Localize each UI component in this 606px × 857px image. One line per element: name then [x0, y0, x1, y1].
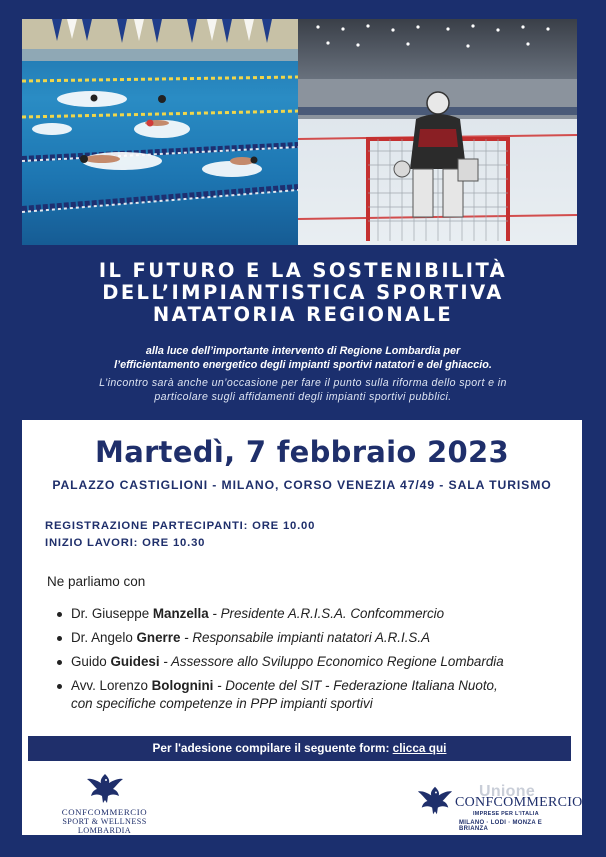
speaker-surname: Bolognini: [151, 678, 214, 693]
unione-confcommercio-logo: [417, 780, 583, 832]
speaker-role: - Responsabile impianti natatori A.R.I.S.A: [180, 630, 431, 645]
registration-text: Per l'adesione compilare il seguente form:: [152, 741, 393, 755]
event-date: Martedì, 7 febbraio 2023: [95, 435, 509, 469]
speaker-prefix: Guido: [71, 654, 111, 669]
registration-link[interactable]: clicca qui: [392, 741, 447, 755]
speaker-prefix: Dr. Giuseppe: [71, 606, 153, 621]
rink-photo: [298, 19, 577, 245]
title-line-2: DELL’IMPIANTISTICA SPORTIVA: [102, 281, 504, 304]
speaker-surname: Guidesi: [110, 654, 160, 669]
right-logo-tagline: IMPRESE PER L'ITALIA: [473, 811, 539, 817]
eagle-icon: [86, 772, 124, 806]
title-line-3: NATATORIA REGIONALE: [152, 303, 454, 326]
event-note: [0, 376, 606, 404]
speaker-surname: Manzella: [152, 606, 209, 621]
note-line-1: L’incontro sarà anche un’occasione per fare il punto sulla riforma dello sport e in: [99, 377, 507, 389]
speaker-item: [54, 605, 564, 623]
right-logo-place: MILANO · LODI · MONZA E BRIANZA: [459, 820, 543, 832]
left-logo-line-2: SPORT & WELLNESS LOMBARDIA: [62, 817, 147, 835]
info-panel: [22, 420, 582, 772]
subtitle-line-1: alla luce dell’importante intervento di Regione Lombardia per: [145, 345, 461, 357]
speaker-item: [54, 629, 564, 647]
event-title: [0, 260, 606, 326]
title-line-1: IL FUTURO E LA SOSTENIBILITÀ: [98, 259, 508, 282]
right-logo-watermark: Unione: [479, 783, 536, 800]
speaker-prefix: Dr. Angelo: [71, 630, 137, 645]
pool-illustration: [22, 19, 298, 245]
subtitle-line-2: l’efficientamento energetico degli impianti sportivi natatori e del ghiaccio.: [114, 359, 492, 371]
speaker-list: [54, 605, 564, 719]
speaker-role: - Assessore allo Sviluppo Economico Regione Lombardia: [159, 654, 504, 669]
speaker-role-continued: con specifiche competenze in PPP impianti sportivi: [71, 696, 373, 711]
speaker-item: [54, 677, 564, 713]
speaker-prefix: Avv. Lorenzo: [71, 678, 152, 693]
event-subtitle: [0, 344, 606, 372]
speaker-item: [54, 653, 564, 671]
right-logo-brand: CONFCOMMERCIO: [455, 795, 583, 810]
rink-illustration: [298, 19, 577, 245]
speaker-surname: Gnerre: [136, 630, 181, 645]
start-time: INIZIO LAVORI: ORE 10.30: [45, 537, 206, 549]
note-line-2: particolare sugli affidamenti degli impianti sportivi pubblici.: [154, 391, 452, 403]
footer: [22, 772, 582, 835]
eagle-icon: [417, 784, 453, 818]
speaker-role: - Presidente A.R.I.S.A. Confcommercio: [208, 606, 445, 621]
pool-photo: [22, 19, 298, 245]
speakers-intro: Ne parliamo con: [47, 574, 146, 589]
registration-banner: [28, 736, 571, 761]
confcommercio-sport-logo: [47, 772, 162, 835]
speaker-role: - Docente del SIT - Federazione Italiana Nuoto,: [213, 678, 498, 693]
hero-banner: [22, 19, 577, 245]
event-schedule: [45, 518, 315, 552]
registration-time: REGISTRAZIONE PARTECIPANTI: ORE 10.00: [45, 520, 316, 532]
left-logo-line-1: CONFCOMMERCIO: [61, 807, 148, 817]
event-venue: PALAZZO CASTIGLIONI - MILANO, CORSO VENEZIA 47/49 - SALA TURISMO: [52, 478, 552, 492]
